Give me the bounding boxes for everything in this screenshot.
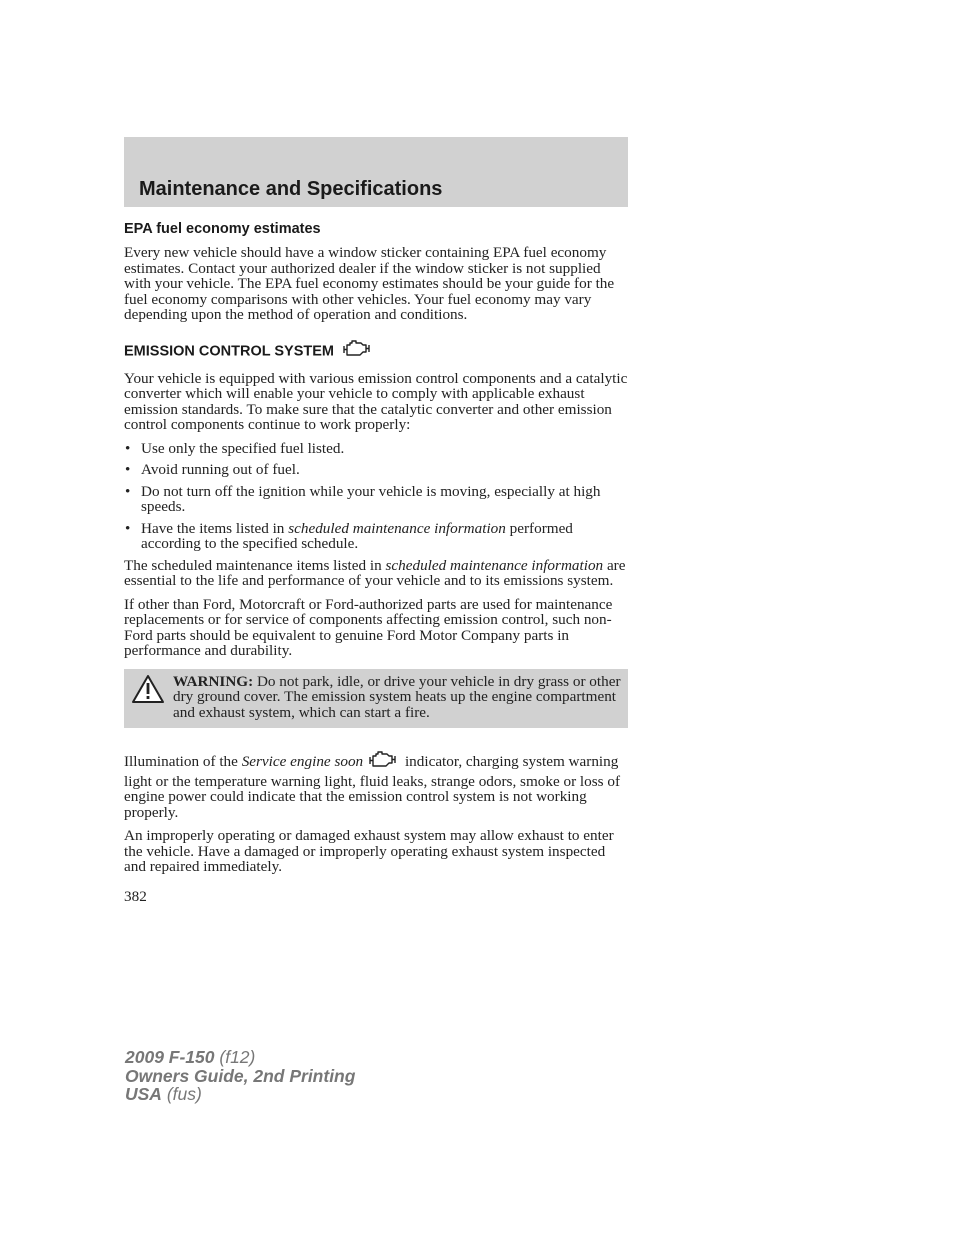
warning-label: WARNING: [173, 672, 254, 690]
document-footer [125, 1048, 355, 1104]
illumination-paragraph: Illumination of the Service engine soon indicator, charging system warning light or the temperature warning light, fluid leaks, strange odors, smoke or loss of engine power could indicate that the emission control system is not working properly. [124, 750, 628, 820]
non-ford-parts-paragraph: If other than Ford, Motorcraft or Ford-authorized parts are used for maintenance replacements or for service of components affecting emission control, such non-Ford parts should be equivalent to genuine Ford Motor Company parts in performance and durability. [124, 595, 613, 659]
engine-icon [341, 339, 371, 364]
list-item: • Do not turn off the ignition while your vehicle is moving, especially at high speeds. [125, 482, 601, 515]
header-band [124, 137, 628, 207]
warning-text: Do not park, idle, or drive your vehicle in dry grass or other dry ground cover. The emission system heats up the engine compartment and exhaust system, which can start a fire. [173, 672, 621, 721]
epa-heading: EPA fuel economy estimates [124, 221, 321, 237]
epa-paragraph: Every new vehicle should have a window sticker containing EPA fuel economy estimates. Contact your authorized dealer if the window sticker is not supplied with your vehicle. The EPA fuel economy estimates should be your guide for the fuel economy comparisons with other vehicles. Your fuel economy may vary depending upon the method of operation and conditions. [124, 244, 615, 323]
footer-line-model: 2009 F-150 (f12) [125, 1047, 256, 1067]
emission-heading-text: EMISSION CONTROL SYSTEM [124, 342, 335, 359]
footer-line-edition: Owners Guide, 2nd Printing [125, 1065, 356, 1086]
emission-intro: Your vehicle is equipped with various emission control components and a catalytic converter which will enable your vehicle to comply with applicable exhaust emission standards. To make sure that the catalytic converter and other emission control components continue to work properly: [124, 369, 628, 433]
footer-line-region: USA (fus) [125, 1084, 202, 1104]
engine-icon [367, 750, 397, 774]
page-section-title: Maintenance and Specifications [139, 178, 443, 200]
warning-box [124, 669, 628, 729]
emission-heading [124, 339, 628, 364]
page-number: 382 [124, 887, 147, 905]
exhaust-paragraph: An improperly operating or damaged exhaust system may allow exhaust to enter the vehicle. Have a damaged or improperly operating exhaust system inspected and repaired immediately. [124, 827, 614, 875]
list-item: • Use only the specified fuel listed. [125, 439, 345, 457]
warning-triangle-icon [131, 674, 165, 708]
main-content [124, 221, 628, 904]
scheduled-maintenance-paragraph: The scheduled maintenance items listed in scheduled maintenance information are essential to the life and performance of your vehicle and to its emissions system. [124, 556, 626, 589]
emission-bullet-list [124, 441, 628, 552]
list-item: • Avoid running out of fuel. [125, 461, 300, 478]
list-item: • Have the items listed in scheduled maintenance information performed according to the specified schedule. [125, 519, 573, 552]
